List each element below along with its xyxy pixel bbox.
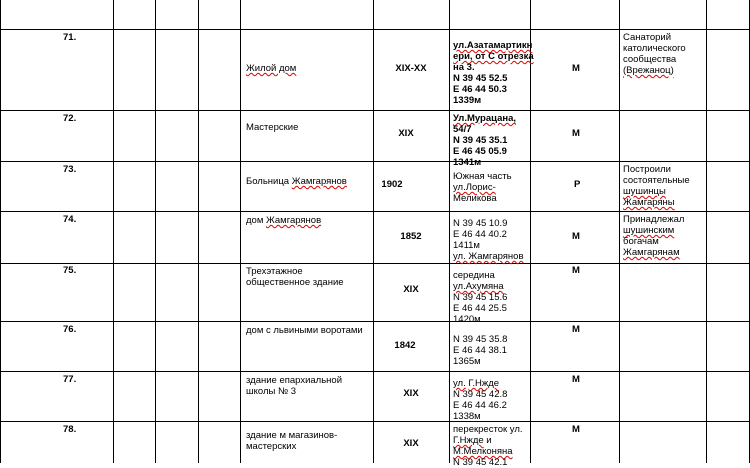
note: Построили состоятельные шушинцы Жамгаряны bbox=[623, 164, 690, 208]
monument-name: дом Жамгарянов bbox=[246, 215, 322, 226]
monument-date: 1852 bbox=[400, 231, 422, 242]
row-number: 76. bbox=[63, 324, 77, 335]
row-line bbox=[0, 110, 750, 111]
col-line bbox=[0, 0, 1, 463]
col-line bbox=[198, 0, 199, 463]
category: M bbox=[572, 63, 580, 74]
monument-date: XIX bbox=[403, 388, 419, 399]
row-line bbox=[0, 161, 750, 162]
row-number: 72. bbox=[63, 113, 77, 124]
row-line bbox=[0, 29, 750, 30]
monument-name: здание епархиальной школы № 3 bbox=[246, 375, 343, 397]
category: M bbox=[572, 374, 580, 385]
col-line bbox=[706, 0, 707, 463]
monument-date: XIX bbox=[398, 128, 414, 139]
monument-location: Южная часть ул.Лорис- Меликова bbox=[453, 171, 512, 204]
note: Санаторий католического сообщества (Врежаноц) bbox=[623, 32, 686, 76]
monument-date: XIX bbox=[403, 438, 419, 449]
row-number: 71. bbox=[63, 32, 77, 43]
row-line bbox=[0, 321, 750, 322]
monument-location: ул. Г.Нжде N 39 45 42.8 E 46 44 46.2 1338м bbox=[453, 378, 508, 422]
monument-date: XIX bbox=[403, 284, 419, 295]
row-number: 73. bbox=[63, 164, 77, 175]
monument-name: Больница Жамгарянов bbox=[246, 176, 347, 187]
monument-name: Трехэтажное общественное здание bbox=[246, 266, 344, 288]
monument-location: перекресток ул. Г.Нжде и М.Мелконяна N 39 45 42.1 bbox=[453, 424, 523, 468]
category: M bbox=[572, 128, 580, 139]
row-line bbox=[0, 211, 750, 212]
col-line bbox=[449, 0, 450, 463]
category: M bbox=[572, 231, 580, 242]
note: Принадлежал шушинским богачам Жамгарянам bbox=[623, 214, 685, 258]
monument-location: ул.Азатамартикн ери, от С отрезка на 3. N 39 45 52.5 E 46 44 50.3 1339м bbox=[453, 40, 534, 106]
col-line bbox=[155, 0, 156, 463]
monument-date: 1902 bbox=[381, 179, 403, 190]
monument-name: Мастерские bbox=[246, 122, 299, 133]
monument-location: середина ул.Ахумяна N 39 45 15.6 E 46 44 25.5 1420м bbox=[453, 270, 508, 325]
row-line bbox=[0, 371, 750, 372]
row-line bbox=[0, 263, 750, 264]
col-line bbox=[373, 0, 374, 463]
category: M bbox=[572, 265, 580, 276]
monument-date: 1842 bbox=[394, 340, 416, 351]
monument-location: N 39 45 10.9 E 46 44 40.2 1411м ул. Жамгарянов bbox=[453, 218, 524, 262]
monument-name: здание м магазинов- мастерских bbox=[246, 430, 338, 452]
row-number: 77. bbox=[63, 374, 77, 385]
row-number: 74. bbox=[63, 214, 77, 225]
monument-location: Ул.Мурацана, 54/7 N 39 45 35.1 E 46 45 05.9 1341м bbox=[453, 113, 517, 168]
col-line bbox=[113, 0, 114, 463]
category: M bbox=[572, 324, 580, 335]
col-line bbox=[619, 0, 620, 463]
row-number: 75. bbox=[63, 265, 77, 276]
monument-location: N 39 45 35.8 E 46 44 38.1 1365м bbox=[453, 334, 508, 367]
category: M bbox=[572, 424, 580, 435]
monument-date: XIX-XX bbox=[395, 63, 427, 74]
row-number: 78. bbox=[63, 424, 77, 435]
row-line bbox=[0, 421, 750, 422]
col-line bbox=[240, 0, 241, 463]
category: P bbox=[574, 179, 581, 190]
monument-name: Жилой дом bbox=[246, 63, 297, 74]
monument-name: дом с львиными воротами bbox=[246, 325, 363, 336]
